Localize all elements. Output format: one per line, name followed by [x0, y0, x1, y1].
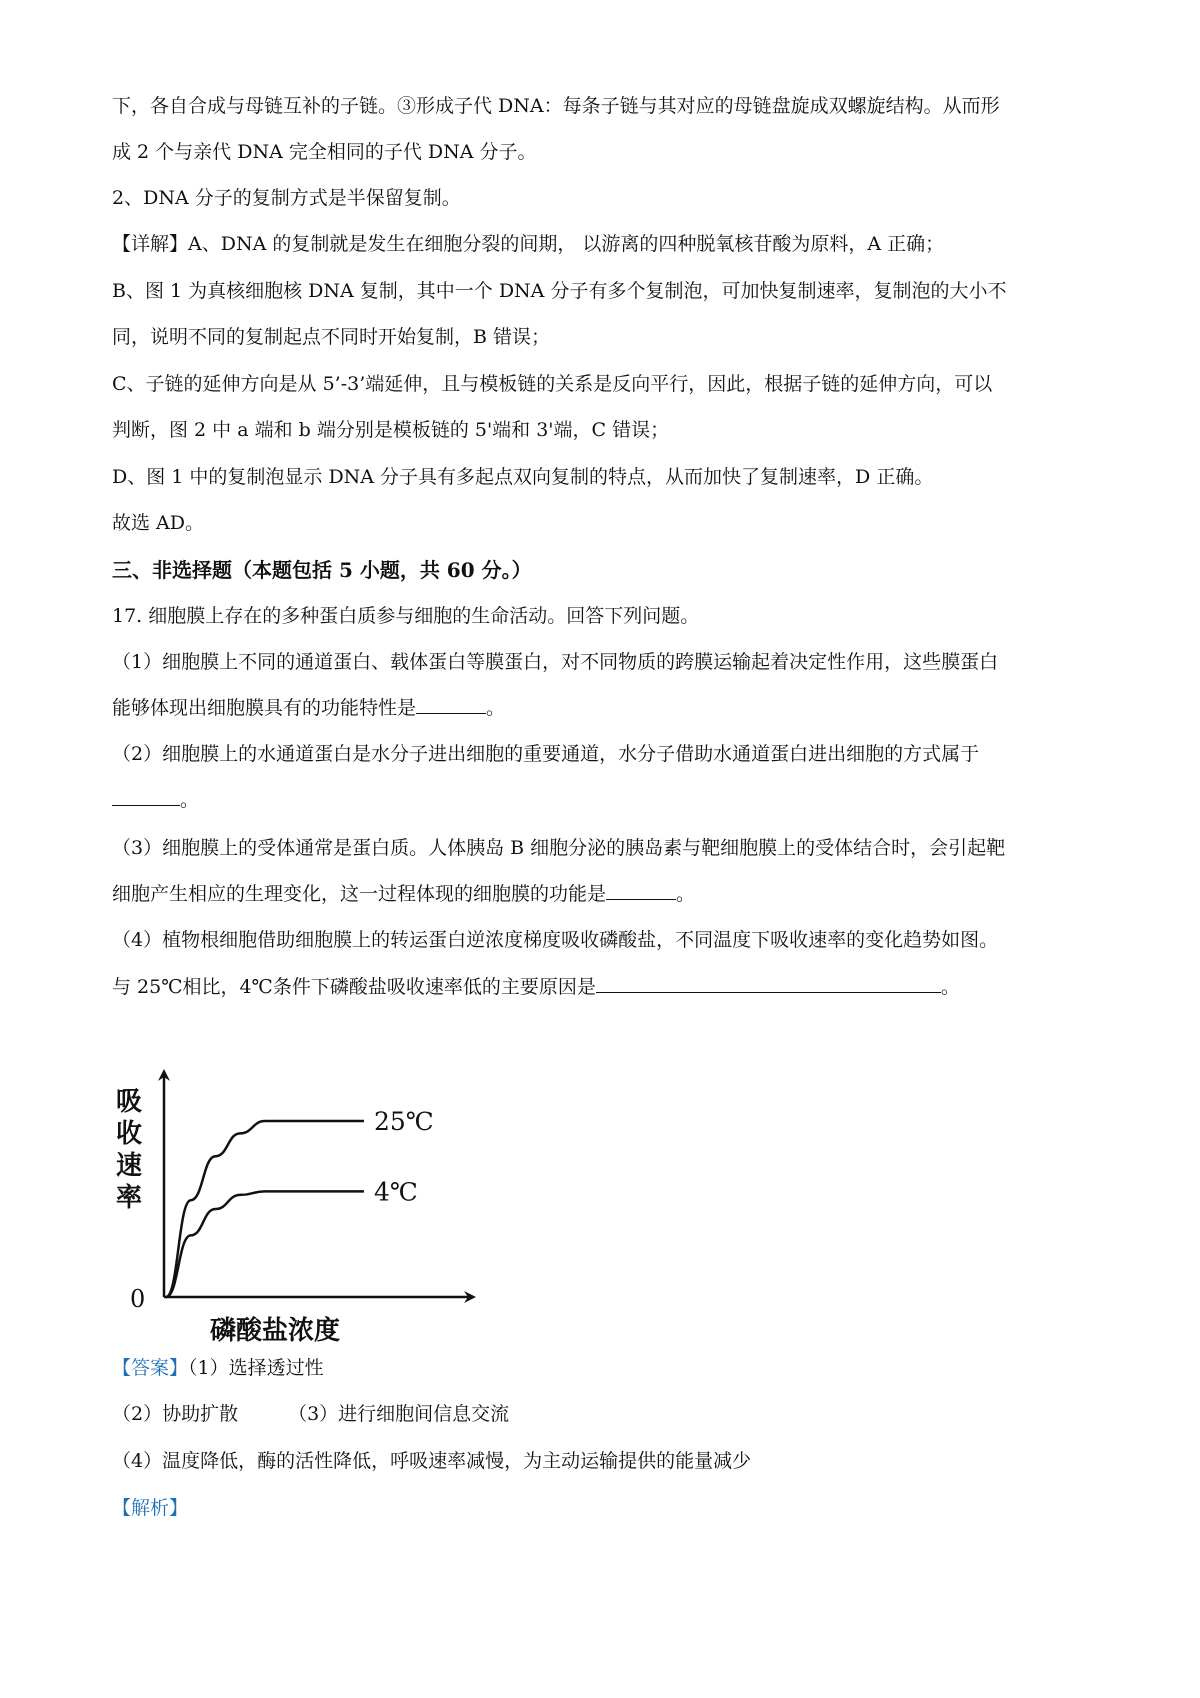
text-line: 2、DNA 分子的复制方式是半保留复制。 — [112, 187, 461, 209]
answer-line-3: （4）温度降低，酶的活性降低，呼吸速率减慢，为主动运输提供的能量减少 — [112, 1450, 752, 1472]
punctuation: 。 — [486, 697, 506, 719]
text-line: 【详解】A、DNA 的复制就是发生在细胞分裂的间期， 以游离的四种脱氧核苷酸为原料，A 正确； — [112, 233, 945, 255]
series-layer — [166, 1107, 434, 1297]
question-stem: 17. 细胞膜上存在的多种蛋白质参与细胞的生命活动。回答下列问题。 — [112, 605, 700, 627]
text-line: 下，各自合成与母链互补的子链。③形成子代 DNA：每条子链与其对应的母链盘旋成双螺旋结构。从而形 — [112, 95, 1000, 117]
y-axis-label-char: 吸 — [116, 1087, 143, 1117]
question-text: 细胞产生相应的生理变化，这一过程体现的细胞膜的功能是 — [112, 883, 607, 905]
question-part-1-cont — [112, 694, 1102, 722]
question-part-1: （1）细胞膜上不同的通道蛋白、载体蛋白等膜蛋白，对不同物质的跨膜运输起着决定性作用，这些膜蛋白 — [112, 651, 999, 673]
punctuation: 。 — [180, 789, 200, 811]
analysis-tag: 【解析】 — [112, 1497, 189, 1519]
y-axis-label-char: 收 — [116, 1119, 143, 1149]
question-text: 能够体现出细胞膜具有的功能特性是 — [112, 697, 417, 719]
answer-blank[interactable] — [416, 697, 486, 714]
y-axis-label-char: 速 — [116, 1151, 143, 1181]
series-label-0: 25℃ — [374, 1107, 434, 1136]
answer-tag: 【答案】 — [112, 1357, 189, 1379]
question-text: 与 25℃相比，4℃条件下磷酸盐吸收速率低的主要原因是 — [112, 976, 596, 998]
text-line: 故选 AD。 — [112, 512, 204, 534]
punctuation: 。 — [940, 976, 960, 998]
answer-line-2 — [112, 1400, 1102, 1428]
series-line-0 — [166, 1121, 364, 1297]
punctuation: 。 — [676, 883, 696, 905]
question-part-2: （2）细胞膜上的水通道蛋白是水分子进出细胞的重要通道，水分子借助水通道蛋白进出细胞的方式属于 — [112, 743, 980, 765]
question-part-4-cont — [112, 973, 1102, 1001]
answer-blank[interactable] — [606, 883, 676, 900]
text-line: 成 2 个与亲代 DNA 完全相同的子代 DNA 分子。 — [112, 141, 537, 163]
answer-line-1 — [112, 1354, 1102, 1382]
text-line: 判断，图 2 中 a 端和 b 端分别是模板链的 5'端和 3'端，C 错误； — [112, 419, 670, 441]
text-line: B、图 1 为真核细胞核 DNA 复制，其中一个 DNA 分子有多个复制泡，可加快复制速率，复制泡的大小不 — [112, 280, 1007, 302]
x-axis-label: 磷酸盐浓度 — [210, 1316, 341, 1345]
answer-blank[interactable] — [596, 976, 941, 993]
text-line: C、子链的延伸方向是从 5’-3’端延伸，且与模板链的关系是反向平行，因此，根据子链的延伸方向，可以 — [112, 373, 993, 395]
question-part-4: （4）植物根细胞借助细胞膜上的转运蛋白逆浓度梯度吸收磷酸盐，不同温度下吸收速率的变化趋势如图。 — [112, 929, 999, 951]
series-label-1: 4℃ — [374, 1177, 418, 1207]
series-line-1 — [166, 1191, 364, 1297]
question-part-3-cont — [112, 880, 1102, 908]
absorption-rate-chart — [108, 1055, 488, 1345]
text-line: D、图 1 中的复制泡显示 DNA 分子具有多起点双向复制的特点，从而加快了复制速率，D 正确。 — [112, 466, 934, 488]
text-line: 同，说明不同的复制起点不同时开始复制，B 错误； — [112, 326, 551, 348]
question-part-2-cont — [112, 786, 1102, 814]
answer-2: （2）协助扩散 — [112, 1403, 239, 1425]
section-heading: 三、非选择题（本题包括 5 小题，共 60 分。） — [112, 558, 532, 582]
y-axis-label-char: 率 — [116, 1183, 143, 1213]
answer-3: （3）进行细胞间信息交流 — [288, 1403, 510, 1425]
origin-label: 0 — [130, 1285, 146, 1313]
question-part-3: （3）细胞膜上的受体通常是蛋白质。人体胰岛 B 细胞分泌的胰岛素与靶细胞膜上的受体结合时，会引起靶 — [112, 837, 1006, 859]
answer-1: （1）选择透过性 — [188, 1357, 324, 1379]
answer-blank[interactable] — [112, 789, 180, 806]
